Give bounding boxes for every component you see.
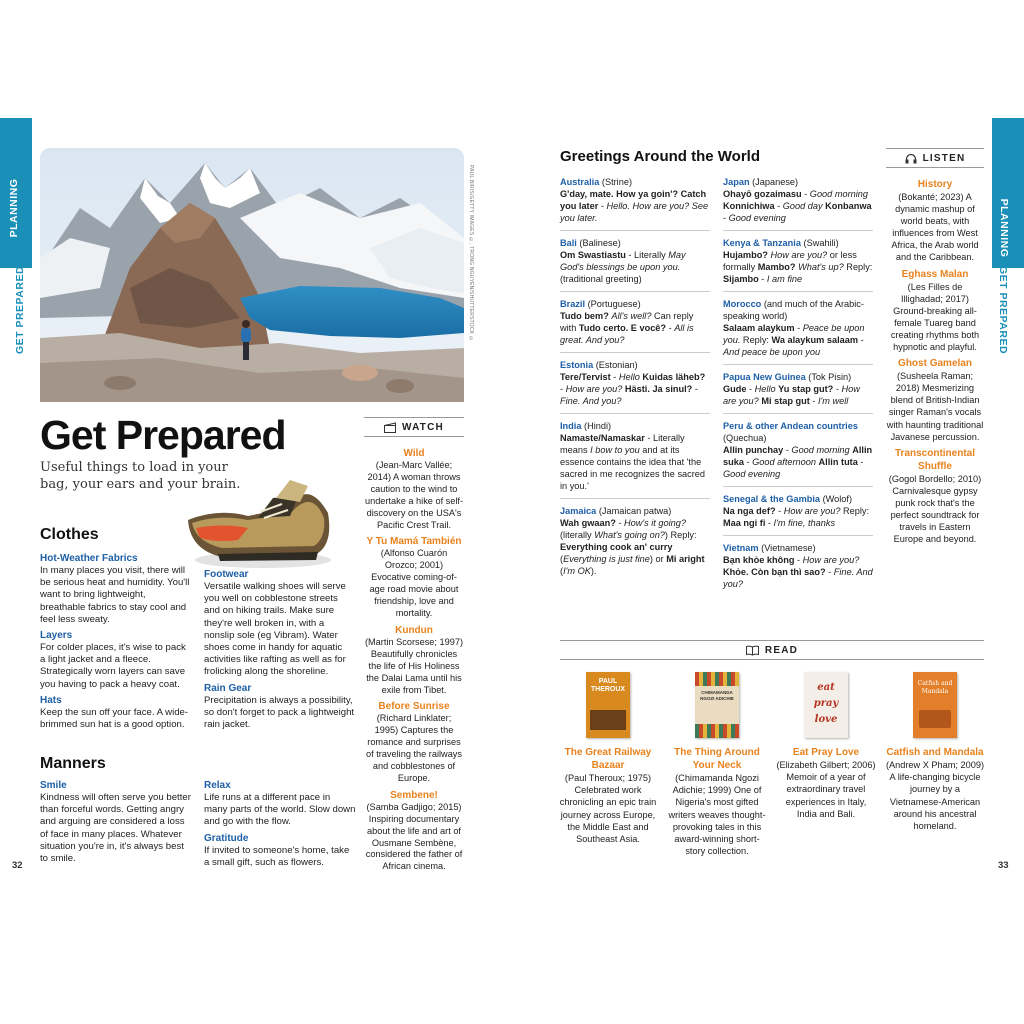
greeting-language: (Balinese)	[576, 238, 621, 248]
read-heading: READ	[764, 644, 799, 656]
greeting-note: -	[743, 457, 753, 467]
watch-text: (Samba Gadjigo; 2015) Inspiring documentary about the life and art of Ousmane Sembène, considered the father of African cinema.	[365, 801, 463, 872]
manners-heading: Manners	[40, 755, 106, 772]
greeting-translation: Good morning	[809, 189, 869, 199]
greeting-phrase: Maa ngi fi	[723, 518, 766, 528]
greeting-translation: All is great. And you?	[560, 323, 694, 345]
listen-text: (Gogol Bordello; 2010) Carnivalesque gypsy punk rock that's the perfect soundtrack for travels in Eastern Europe and beyond.	[888, 473, 982, 545]
greeting-translation: I'm OK	[563, 566, 591, 576]
greeting-note: ).	[590, 566, 597, 576]
greeting-country: Australia	[560, 177, 600, 187]
watch-text: (Richard Linklater; 1995) Captures the romance and surprises of traveling the railways and cobblestones of Europe.	[365, 713, 462, 783]
greeting-entry	[723, 371, 873, 414]
greeting-translation: Good evening	[723, 469, 781, 479]
section-label-planning-right: PLANNING	[998, 198, 1010, 258]
greeting-phrase: Ohayō gozaimasu	[723, 189, 802, 199]
book-cover	[913, 672, 957, 738]
book-title: Catfish and Mandala	[886, 747, 984, 758]
greeting-phrase: Gude	[723, 384, 747, 394]
greeting-country: India	[560, 421, 582, 431]
greeting-phrase: Wah gwaan?	[560, 518, 616, 528]
greeting-note: -	[746, 384, 755, 394]
greeting-note: -	[723, 213, 729, 223]
greeting-note: -	[692, 384, 698, 394]
greeting-entry	[560, 237, 710, 292]
greeting-phrase: Allin suka	[723, 445, 873, 467]
greeting-language: (Quechua)	[723, 433, 767, 443]
cover-text: CHIMAMANDA NGOZI ADICHIE	[700, 690, 734, 701]
greeting-entry	[723, 176, 873, 231]
greeting-phrases	[723, 505, 873, 529]
headphones-icon	[905, 153, 917, 164]
listen-heading: LISTEN	[922, 152, 966, 164]
greeting-country-line	[723, 176, 873, 188]
book-text: (Paul Theroux; 1975) Celebrated work chronicling an epic train journey across Europe, the Middle East and Southeast Asia.	[559, 773, 657, 845]
greeting-country-line	[723, 493, 873, 505]
greeting-note: - Literally	[625, 250, 669, 260]
watch-item	[364, 624, 464, 697]
greeting-translation: Good afternoon	[752, 457, 816, 467]
greetings-column-2	[723, 176, 873, 602]
subhead-hot-weather: Hot-Weather Fabrics	[40, 553, 138, 564]
greeting-note: (	[560, 554, 564, 564]
greeting-phrases	[723, 188, 873, 224]
subhead-relax: Relax	[204, 780, 231, 791]
greeting-note: -	[809, 396, 818, 406]
greeting-entry	[723, 298, 873, 365]
listen-text: (Les Filles de Illighadad; 2017) Ground-breaking all-female Tuareg band creating rhythms both hypnotic and playful.	[890, 281, 980, 353]
greeting-note: -	[775, 506, 784, 516]
greeting-phrases	[560, 188, 710, 224]
greeting-entry	[560, 298, 710, 353]
greeting-note: -	[610, 372, 619, 382]
greeting-phrase: Khỏe. Còn bạn thì sao?	[723, 567, 826, 577]
listen-title: Transcontinental Shuffle	[894, 447, 975, 472]
greeting-translation: I'm fine, thanks	[773, 518, 836, 528]
greeting-phrase: Mi stap gut	[761, 396, 810, 406]
hiking-shoe-image	[178, 468, 334, 572]
greeting-country: Senegal & the Gambia	[723, 494, 821, 504]
greeting-note: -	[615, 518, 624, 528]
greeting-phrase: Tudo certo. E você?	[578, 323, 667, 333]
photo-credit: PAUL BIRIS/GETTY IMAGES ©, TRONG NGUYEN/SHUTTERSTOCK ©	[468, 165, 474, 342]
greeting-country: Morocco	[723, 299, 762, 309]
watch-title: Wild	[403, 448, 425, 459]
greeting-note: (	[560, 566, 564, 576]
greeting-translation: Hello. How are you? See you later.	[560, 201, 709, 223]
watch-item	[364, 700, 464, 784]
greeting-language: (Jamaican patwa)	[596, 506, 672, 516]
greeting-country: Papua New Guinea	[723, 372, 806, 382]
greeting-phrase: Wa alaykum salaam	[771, 335, 859, 345]
greeting-translation: How are you?	[783, 506, 841, 516]
page-number-right: 33	[998, 860, 1009, 871]
book-title: Eat Pray Love	[792, 747, 860, 758]
greeting-note: -	[765, 518, 774, 528]
greeting-note: -	[825, 567, 834, 577]
greeting-translation: How are you?	[565, 384, 623, 394]
greeting-note: -	[857, 457, 864, 467]
greeting-translation: Hello	[754, 384, 776, 394]
greeting-phrase: Tere/Tervist	[560, 372, 611, 382]
greeting-note: ) Reply:	[664, 530, 697, 540]
greeting-phrase: Tudo bem?	[560, 311, 609, 321]
greeting-note: -	[560, 384, 566, 394]
watch-title: Sembene!	[390, 789, 438, 801]
manners-column-1	[40, 779, 192, 868]
greeting-translation: Fine. And you?	[560, 396, 622, 406]
greeting-translation: What's going on?	[594, 530, 665, 540]
greeting-phrase: Mambo?	[757, 262, 796, 272]
greeting-phrases	[723, 249, 873, 285]
greeting-phrase: Sijambo	[723, 274, 759, 284]
greeting-country-line	[723, 420, 873, 444]
subhead-footwear: Footwear	[204, 569, 249, 580]
greeting-phrase: Allin tuta	[818, 457, 858, 467]
cover-text: PAUL THEROUX	[590, 678, 626, 693]
greeting-note: -	[801, 189, 810, 199]
greeting-note: Reply:	[840, 506, 870, 516]
book-cover	[695, 672, 739, 738]
greeting-country-line	[560, 237, 710, 249]
footwear-text: Versatile walking shoes will serve you well on cobblestone streets and on hiking trails. Make sure they're well broken in, with a nonslip sole (eg Vibram). Water shoes come in handy for aquatic activities like rafting as well as for frolicking along the shoreline.	[204, 581, 346, 678]
greeting-language: (Strine)	[599, 177, 633, 187]
greeting-phrases	[560, 249, 710, 285]
subhead-smile: Smile	[40, 780, 67, 791]
greeting-country: Japan	[723, 177, 750, 187]
open-book-icon	[746, 645, 759, 656]
greeting-note: or less formally	[723, 250, 857, 272]
listen-title: Ghost Gamelan	[898, 358, 972, 370]
greeting-phrases	[560, 432, 710, 492]
book-text: (Andrew X Pham; 2009) A life-changing bicycle journey by a Vietnamese-American around his ancestral homeland.	[885, 760, 985, 832]
watch-header	[364, 417, 464, 437]
greeting-phrase: Konbanwa	[825, 201, 872, 211]
listen-text: (Susheela Raman; 2018) Mesmerizing blend of British-Indian singer Raman's vocals with haunting traditional Javanese percussion.	[886, 371, 984, 442]
book-text: (Chimamanda Ngozi Adichie; 1999) One of Nigeria's most gifted writers weaves thought-provoking tales in this award-winning short-story collection.	[668, 773, 766, 857]
subhead-rain-gear: Rain Gear	[204, 682, 252, 694]
greeting-phrases	[723, 444, 873, 480]
greeting-translation: I bow to you	[590, 445, 640, 455]
greeting-language: (Japanese)	[749, 177, 799, 187]
listen-item	[886, 357, 984, 443]
hats-text: Keep the sun off your face. A wide-brimmed sun hat is a good option.	[40, 706, 189, 731]
greeting-entry	[723, 237, 873, 292]
greeting-note: -	[858, 335, 864, 345]
greeting-language: (and much of the Arabic-speaking world)	[723, 299, 864, 321]
greeting-phrase: Namaste/Namaskar	[560, 433, 645, 443]
mountain-lake-illustration	[40, 148, 464, 402]
greeting-phrase: Mi aright	[666, 554, 705, 564]
greetings-column-1	[560, 176, 710, 589]
greeting-entry	[560, 505, 710, 583]
greeting-translation: How are you?	[723, 384, 860, 406]
greeting-note: Can reply with	[560, 311, 694, 333]
clothes-column-2	[204, 568, 356, 734]
greeting-country-line	[560, 505, 710, 517]
layers-text: For colder places, it's wise to pack a light jacket and a fleece. Strategically worn layers can save you having to pack a heavy coat.	[40, 642, 186, 690]
page-number-left: 32	[12, 860, 23, 871]
greeting-phrases	[723, 554, 873, 590]
book-cover	[586, 672, 630, 738]
greeting-phrase: Na nga def?	[723, 506, 776, 516]
greeting-phrase: Konnichiwa	[723, 201, 775, 211]
greeting-phrases	[560, 371, 710, 407]
listen-item	[886, 447, 984, 546]
cover-text: Catfish and Mandala	[917, 680, 953, 695]
page-subtitle: Useful things to load in your bag, your ears and your brain.	[40, 460, 241, 492]
greeting-phrases	[560, 517, 710, 577]
subhead-hats: Hats	[40, 694, 62, 706]
book-text: (Elizabeth Gilbert; 2006) Memoir of a year of extraordinary travel experiences in Italy, India and Bali.	[776, 760, 876, 819]
greeting-note: and at its essence contains the idea that 'the sacred in me recognizes the sacred in you.'	[560, 445, 706, 491]
cover-text: eat pray love	[813, 682, 839, 725]
greeting-translation: How are you?	[802, 555, 860, 565]
watch-title: Before Sunrise	[378, 701, 450, 713]
greeting-phrase: Hästi. Ja sinul?	[624, 384, 693, 394]
subhead-gratitude: Gratitude	[204, 832, 249, 844]
greeting-note: -	[774, 201, 783, 211]
greeting-country: Kenya & Tanzania	[723, 238, 801, 248]
greeting-translation: Peace be upon you.	[723, 323, 865, 345]
watch-title: Y Tu Mamá También	[366, 536, 462, 548]
greeting-language: (Tok Pisin)	[805, 372, 852, 382]
mountain-lake-photo	[40, 148, 464, 402]
watch-heading: WATCH	[402, 421, 444, 433]
greeting-country-line	[560, 420, 710, 432]
book-item	[885, 672, 985, 832]
greeting-translation: I'm well	[818, 396, 849, 406]
book-item	[558, 672, 658, 845]
page-title: Get Prepared	[40, 412, 286, 458]
greeting-note: -	[794, 555, 803, 565]
greeting-entry	[723, 493, 873, 536]
greeting-phrase: Yu stap gut?	[778, 384, 834, 394]
watch-text: (Alfonso Cuarón Orozco; 2001) Evocative coming-of-age road movie about friendship, love and mortality.	[369, 548, 459, 618]
greeting-translation: What's up?	[798, 262, 844, 272]
greeting-phrase: Kuidas läheb?	[642, 372, 706, 382]
greeting-translation: Good morning	[791, 445, 850, 455]
greeting-note: -	[783, 445, 792, 455]
greeting-entry	[560, 176, 710, 231]
book-title: The Thing Around Your Neck	[674, 747, 760, 771]
greeting-translation: Good day	[782, 201, 823, 211]
greeting-phrases	[723, 383, 873, 407]
relax-text: Life runs at a different pace in many parts of the world. Slow down and go with the flow.	[204, 792, 356, 828]
greeting-country: Vietnam	[723, 543, 759, 553]
greeting-note: Reply:	[843, 262, 873, 272]
greeting-country-line	[560, 176, 710, 188]
section-label-planning-left: PLANNING	[8, 178, 20, 238]
watch-list	[364, 447, 464, 877]
watch-item	[364, 447, 464, 531]
book-cover	[804, 672, 848, 738]
greeting-note: -	[758, 274, 767, 284]
rain-gear-text: Precipitation is always a possibility, so don't forget to pack a lightweight rain jacket.	[204, 694, 355, 731]
watch-text: (Jean-Marc Vallée; 2014) A woman throws caution to the wind to undertake a hike of self-discovery on the USA's Pacific Crest Trail.	[364, 460, 464, 530]
watch-item	[364, 535, 464, 619]
greeting-language: (Estonian)	[593, 360, 638, 370]
chapter-label-left: GET PREPARED	[14, 265, 26, 355]
watch-text: (Martin Scorsese; 1997) Beautifully chronicles the life of His Holiness the Dalai Lama until his exile from Tibet.	[364, 636, 464, 695]
greeting-phrase: Allin punchay	[723, 445, 784, 455]
clothes-heading: Clothes	[40, 526, 99, 543]
listen-item	[886, 178, 984, 264]
greeting-note: -	[666, 323, 675, 333]
greeting-language: (Vietnamese)	[758, 543, 816, 553]
greeting-phrase: Bạn khỏe không	[723, 555, 795, 565]
listen-title: Eghass Malan	[901, 268, 969, 280]
book-item	[667, 672, 767, 857]
greeting-country: Bali	[560, 238, 577, 248]
listen-title: History	[917, 179, 953, 190]
clothes-column-1	[40, 552, 192, 734]
watch-item	[364, 789, 464, 873]
greeting-note: -	[833, 384, 842, 394]
watch-title: Kundun	[395, 624, 433, 636]
greeting-country-line	[723, 542, 873, 554]
greeting-entry	[560, 420, 710, 499]
subhead-layers: Layers	[40, 630, 73, 642]
greeting-country: Brazil	[560, 299, 586, 309]
greeting-translation: Fine. And you?	[723, 567, 873, 589]
greeting-country-line	[723, 298, 873, 322]
greeting-note: - Literally means	[560, 433, 685, 455]
greeting-translation: And peace be upon you	[723, 347, 821, 357]
greeting-note: Reply:	[740, 335, 772, 345]
greeting-translation: May God's blessings be upon you.	[560, 250, 686, 272]
greeting-note: -	[598, 201, 607, 211]
greeting-country-line	[723, 371, 873, 383]
greeting-translation: All's well?	[611, 311, 652, 321]
greeting-phrase: Om Swastiastu	[560, 250, 626, 260]
greeting-note: -	[794, 323, 803, 333]
greeting-note: ) or	[649, 554, 667, 564]
greeting-note: (literally	[560, 530, 595, 540]
manners-column-2	[204, 779, 356, 872]
greeting-language: (Swahili)	[800, 238, 839, 248]
smile-text: Kindness will often serve you better than forceful words. Getting angry and arguing are considered a loss of face in many places. Whatever situation you're in, it's always best to smile.	[40, 792, 191, 865]
listen-list	[886, 178, 984, 549]
greeting-phrase: Salaam alaykum	[723, 323, 795, 333]
greeting-translation: I am fine	[766, 274, 803, 284]
read-header	[560, 640, 984, 660]
greeting-country-line	[560, 359, 710, 371]
book-item	[776, 672, 876, 820]
listen-item	[886, 268, 984, 354]
listen-text: (Bokanté; 2023) A dynamic mashup of world beats, with influences from West Africa, the Arab world and the Caribbean.	[891, 192, 979, 263]
greeting-country-line	[723, 237, 873, 249]
greeting-language: (Portuguese)	[585, 299, 641, 309]
gratitude-text: If invited to someone's home, take a small gift, such as flowers.	[204, 844, 350, 868]
greetings-heading: Greetings Around the World	[560, 148, 761, 165]
greeting-phrase: Hujambo?	[723, 250, 768, 260]
greeting-entry	[723, 420, 873, 487]
clapperboard-icon	[384, 422, 396, 433]
greeting-language: (Hindi)	[581, 421, 612, 431]
chapter-label-right: GET PREPARED	[997, 265, 1009, 355]
greeting-translation: Hello	[618, 372, 640, 382]
greeting-translation: How's it going?	[623, 518, 686, 528]
greeting-note: (traditional greeting)	[560, 274, 642, 284]
greeting-translation: Good evening	[728, 213, 786, 223]
greeting-language: (Wolof)	[820, 494, 853, 504]
greeting-translation: How are you?	[770, 250, 828, 260]
greeting-country: Estonia	[560, 360, 594, 370]
greeting-translation: Everything is just fine	[563, 554, 650, 564]
greeting-country: Peru & other Andean countries	[723, 421, 858, 431]
greeting-phrase: Everything cook an' curry	[560, 542, 673, 552]
greeting-entry	[723, 542, 873, 596]
greeting-country-line	[560, 298, 710, 310]
greeting-phrases	[560, 310, 710, 346]
greeting-phrase: G'day, mate. How ya goin'? Catch you later	[560, 189, 707, 211]
greeting-country: Jamaica	[560, 506, 597, 516]
book-title: The Great Railway Bazaar	[564, 747, 652, 771]
listen-header	[886, 148, 984, 168]
greeting-entry	[560, 359, 710, 414]
greeting-phrases	[723, 322, 873, 358]
hot-weather-text: In many places you visit, there will be serious heat and humidity. You'll want to bring lightweight, breathable fabrics to stay cool and feel less sweaty.	[40, 565, 190, 625]
